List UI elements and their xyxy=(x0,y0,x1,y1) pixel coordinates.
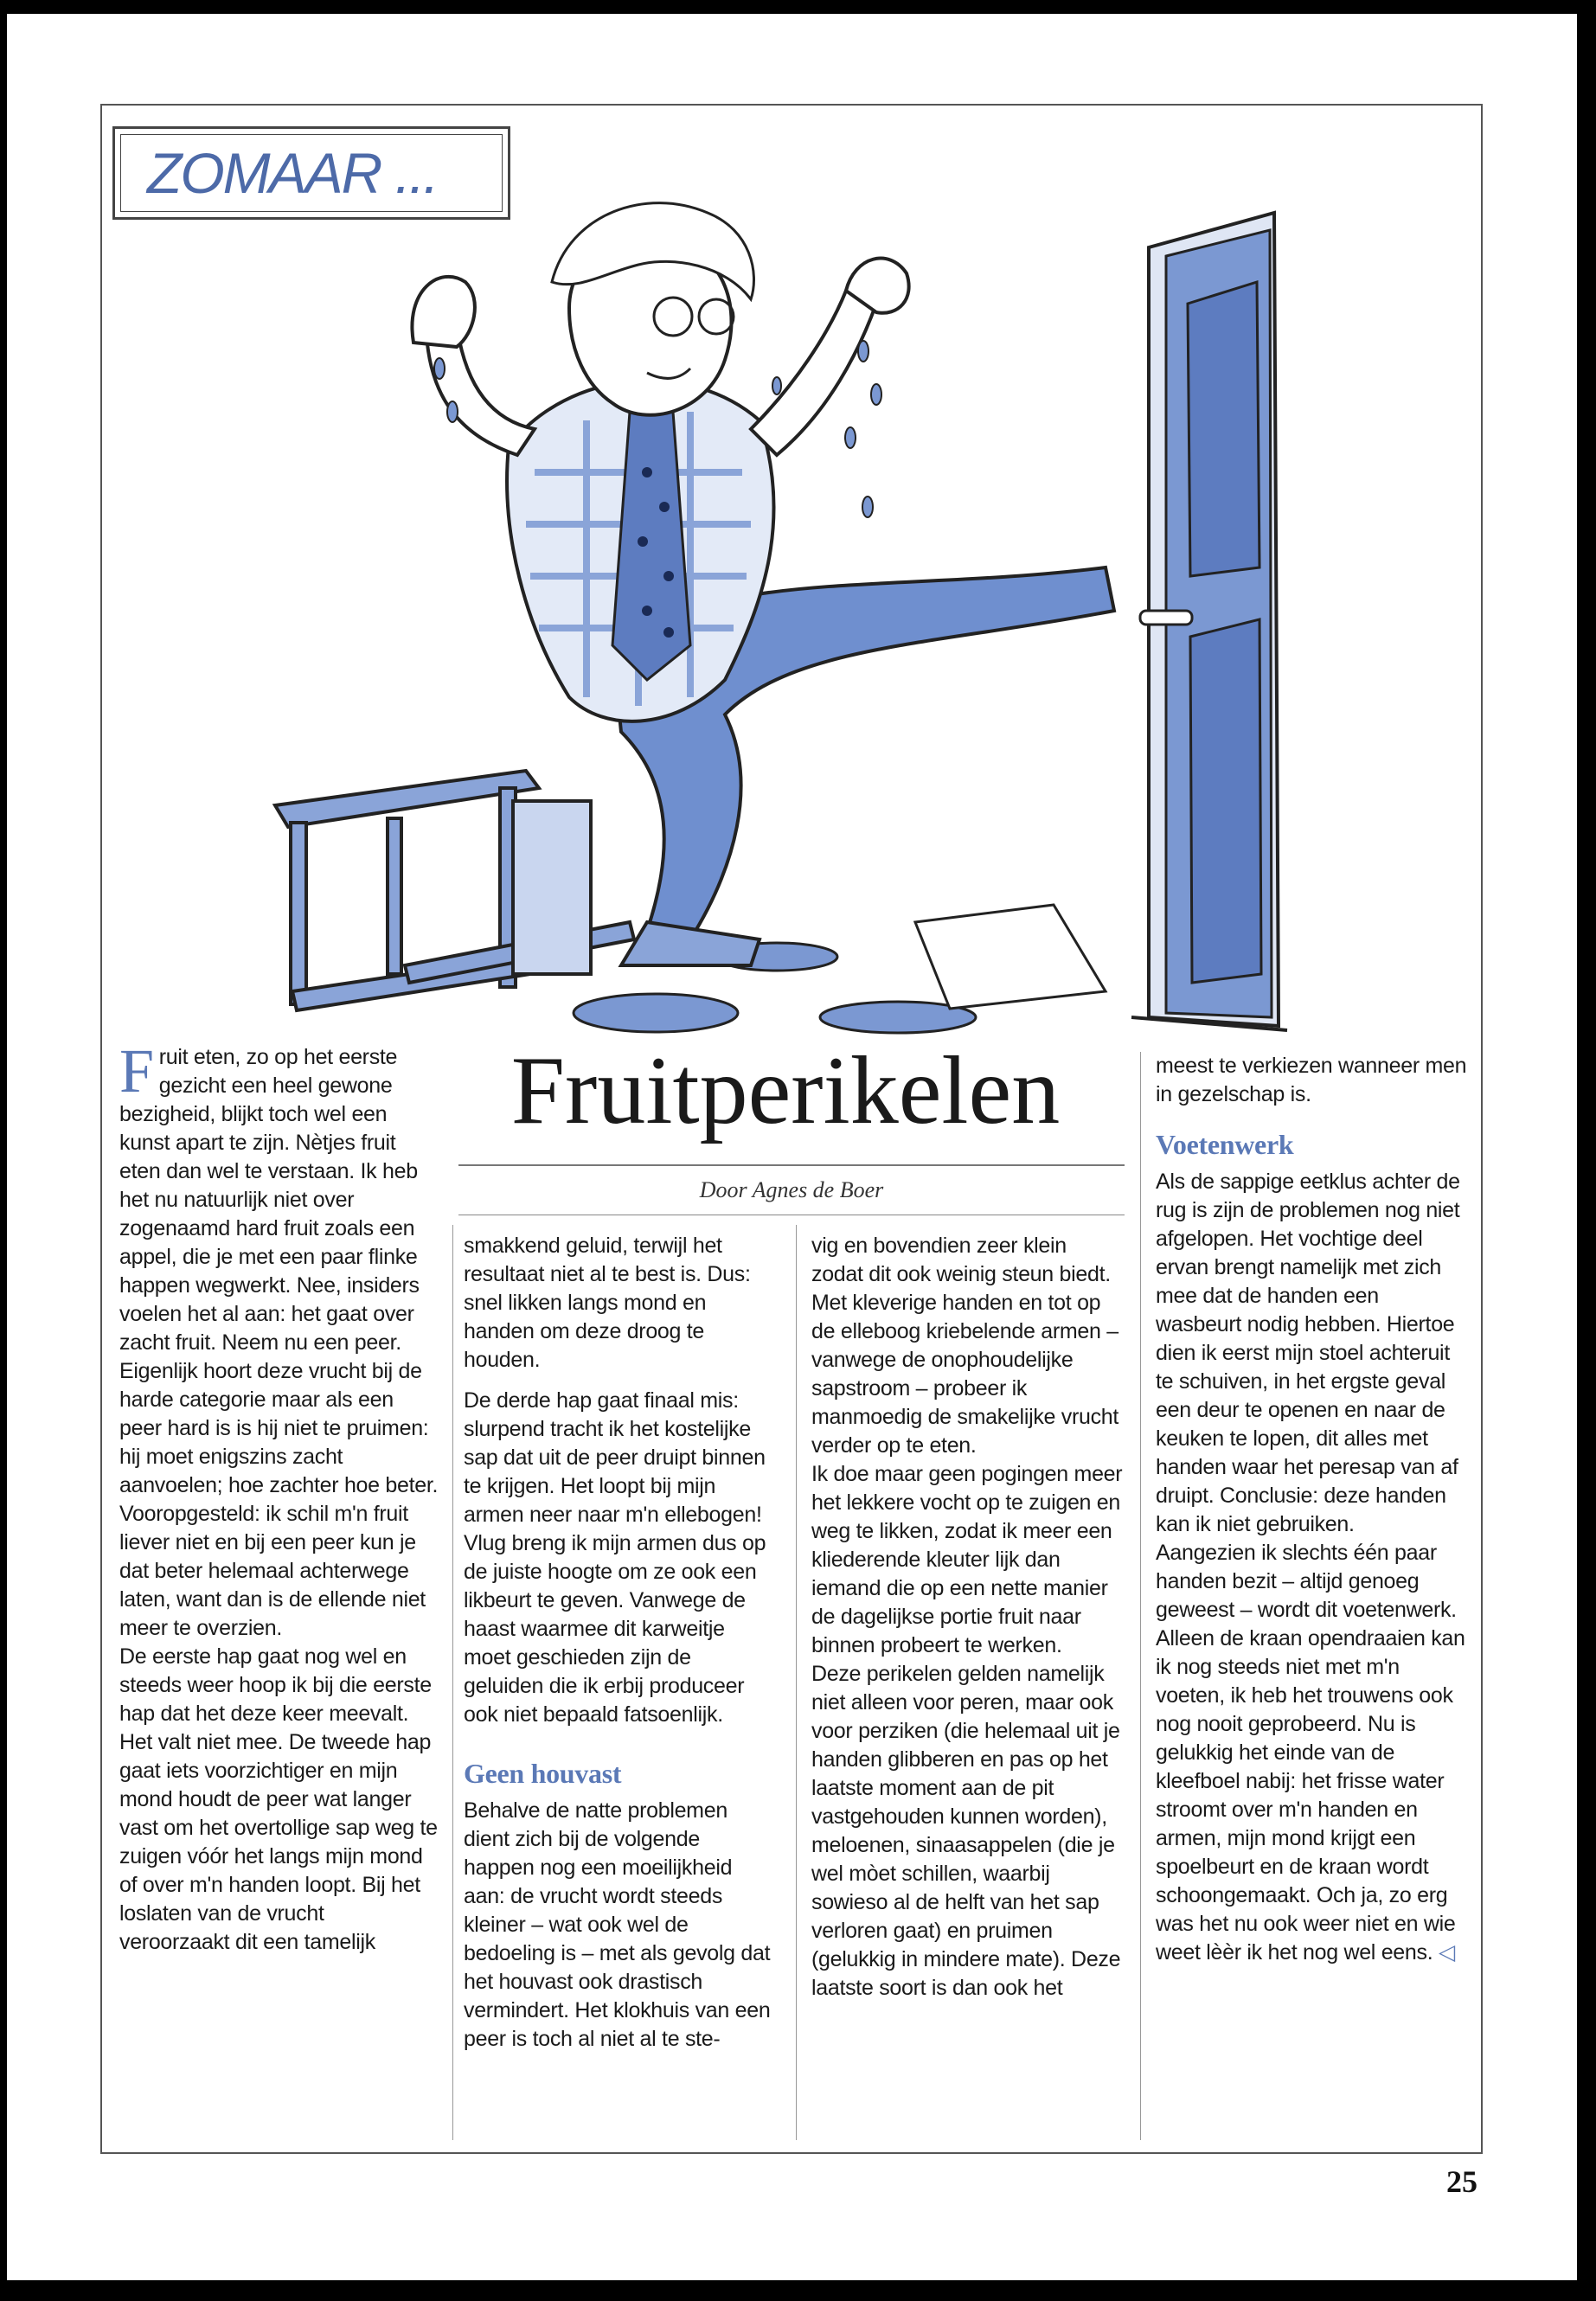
paragraph: meest te verkiezen wanneer men in gezelschap is. xyxy=(1156,1054,1467,1106)
paragraph: Als de sappige eetklus achter de rug is zijn de problemen nog niet afgelopen. Het vochtige deel ervan brengt namelijk met zich mee dat de handen een wasbeurt nodig hebben. Hiertoe dien ik eerst mijn stoel achteruit te schuiven, in het ergste geval een deur te openen en naar de keuken te lopen, dit alles met handen waar het peresap van af druipt. Conclusie: deze handen kan ik niet gebruiken. xyxy=(1156,1170,1460,1536)
text-column-3 xyxy=(811,1232,1123,2003)
chair xyxy=(275,771,634,1010)
paragraph: Behalve de natte problemen dient zich bij de volgende happen nog een moeilijkheid aan: de vrucht wordt steeds kleiner – wat ook wel de bedoeling is – met als gevolg dat het houvast ook drastisch vermindert. Het klokhuis van een peer is toch al niet al te ste- xyxy=(464,1798,771,2051)
paragraph: vig en bovendien zeer klein zodat dit ook weinig steun biedt. Met kleverige handen en tot op de elleboog kriebelende armen – vanwege de onophoudelijke sapstroom – probeer ik manmoedig de smakelijke vrucht verder op te eten. xyxy=(811,1234,1119,1458)
column-divider xyxy=(796,1225,797,2140)
cartoon-illustration xyxy=(240,161,1477,1043)
article-byline: Door Agnes de Boer xyxy=(699,1177,884,1202)
paragraph: Deze perikelen gelden namelijk niet alleen voor peren, maar ook voor perziken (die helemaal uit je handen glibberen en pas op het laatste moment aan de pit vastgehouden kunnen worden), meloenen, sinaasappelen (die je wel mòet schillen, waarbij sowieso al de helft van het sap verloren gaat) en pruimen (gelukkig in mindere mate). Deze laatste soort is dan ook het xyxy=(811,1662,1121,2000)
dropped-paper xyxy=(915,905,1106,1009)
page-number: 25 xyxy=(1446,2164,1477,2199)
section-heading: Voetenwerk xyxy=(1156,1129,1294,1160)
paragraph: Vooropgesteld: ik schil m'n fruit liever niet en bij een peer kun je dat beter helemaal achterwege laten, want dan is de ellende niet meer te overzien. xyxy=(119,1502,426,1640)
text-column-4 xyxy=(1156,1052,1467,1967)
drop-cap: F xyxy=(119,1036,154,1106)
paragraph: Fruit eten, zo op het eerste gezicht een heel gewone bezigheid, blijkt toch wel een kunst apart te zijn. Nètjes fruit eten dan wel te verstaan. Ik heb het nu natuurlijk niet over zogenaamd hard fruit zoals een appel, die je met een paar flinke happen wegwerkt. Nee, insiders voelen het al aan: het gaat over zacht fruit. Neem nu een peer. Eigenlijk hoort deze vrucht bij de harde categorie maar als een peer hard is is hij niet te pruimen: hij moet enigszins zacht aanvoelen; hoe zachter hoe beter. xyxy=(119,1036,439,1497)
text-column-2 xyxy=(464,1232,775,2054)
section-kicker: ZOMAAR ... xyxy=(120,134,503,212)
paragraph: Aangezien ik slechts één paar handen bezit – altijd genoeg geweest – wordt dit voetenwerk. Alleen de kraan opendraaien kan ik nog steeds niet met m'n voeten, ik heb het trouwens ook nog nooit geprobeerd. Nu is gelukkig het einde van de kleefboel nabij: het frisse water stroomt over m'n handen en armen, mijn mond krijgt een spoelbeurt en de kraan wordt schoongemaakt. Och ja, zo erg was het nu ook weer niet en wie weet lèèr ik het nog wel eens. ◁ xyxy=(1156,1541,1465,1965)
column-divider xyxy=(452,1225,453,2140)
text-column-1 xyxy=(119,1036,439,1957)
door xyxy=(1131,213,1287,1030)
man-head xyxy=(552,203,753,415)
magazine-page xyxy=(7,14,1577,2280)
paragraph: Ik doe maar geen pogingen meer het lekkere vocht op te zuigen en weg te likken, zodat ik meer een kliederende kleuter lijk dan iemand die op een nette manier de dagelijkse portie fruit naar binnen probeert te werken. xyxy=(811,1462,1123,1657)
paragraph: De eerste hap gaat nog wel en steeds weer hoop ik bij die eerste hap dat het deze keer meevalt. Het valt niet mee. De tweede hap gaat iets voorzichtiger en mijn mond houdt de peer wat langer vast om het overtollige sap weg te zuigen vóór het langs mijn mond of over m'n handen loopt. Bij het loslaten van de vrucht veroorzaakt dit een tamelijk xyxy=(119,1644,438,1954)
end-mark-icon: ◁ xyxy=(1439,1940,1455,1965)
article-title: Fruitperikelen xyxy=(510,1037,1061,1144)
column-divider xyxy=(1140,1052,1141,2140)
title-rule xyxy=(458,1164,1125,1166)
section-heading: Geen houvast xyxy=(464,1758,622,1789)
paragraph: De derde hap gaat finaal mis: slurpend tracht ik het kostelijke sap dat uit de peer druipt binnen te krijgen. Het loopt bij mijn armen neer naar m'n ellebogen! Vlug breng ik mijn armen dus op de juiste hoogte om ze ook een likbeurt te geven. Vanwege de haast waarmee dit karweitje moet geschieden zijn de geluiden die ik erbij produceer ook niet bepaald fatsoenlijk. xyxy=(464,1388,766,1727)
paragraph: smakkend geluid, terwijl het resultaat niet al te best is. Dus: snel likken langs mond en handen om deze droog te houden. xyxy=(464,1234,751,1372)
